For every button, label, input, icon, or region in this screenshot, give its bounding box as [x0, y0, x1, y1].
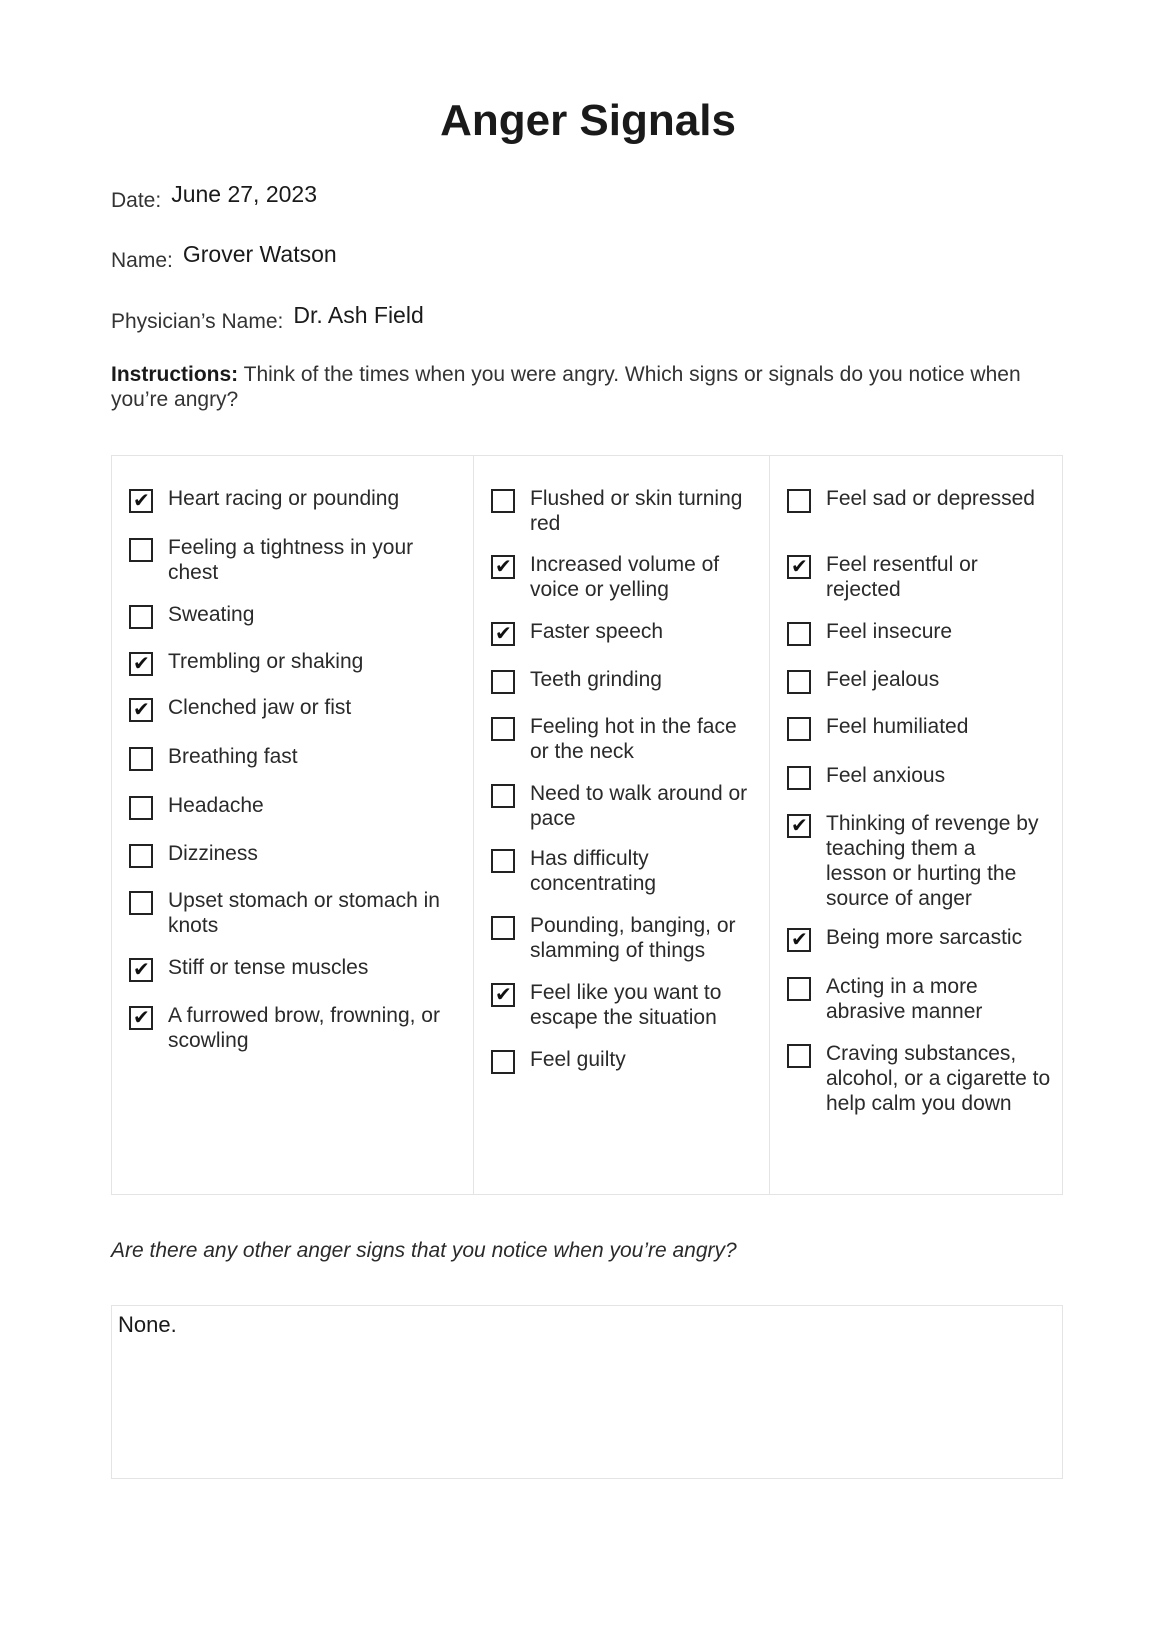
checklist-item-label: Feel insecure	[826, 620, 953, 643]
checklist-item-label: Increased volume of voice or yelling	[530, 553, 720, 601]
checklist-item-label: Stiff or tense muscles	[168, 956, 369, 979]
checkbox[interactable]	[787, 766, 811, 790]
checklist-item[interactable]	[491, 980, 760, 1030]
other-signs-answer-field[interactable]: None.	[111, 1305, 1063, 1479]
physician-label: Physician’s Name:	[111, 310, 284, 333]
checklist-item[interactable]	[787, 925, 1056, 952]
checkbox[interactable]	[129, 538, 153, 562]
checkbox[interactable]	[491, 555, 515, 579]
checklist-item-label: Trembling or shaking	[168, 650, 364, 673]
name-value[interactable]: Grover Watson	[182, 241, 337, 267]
checklist-item-label: Sweating	[168, 603, 255, 626]
checkbox[interactable]	[787, 717, 811, 741]
checklist-item-label: Craving substances, alcohol, or a cigarette to help calm you down	[826, 1042, 1051, 1115]
checklist-item[interactable]	[491, 552, 760, 602]
date-label: Date:	[111, 189, 162, 212]
checklist-item[interactable]	[129, 955, 458, 982]
checklist-item[interactable]	[491, 781, 760, 831]
checkbox[interactable]	[129, 844, 153, 868]
checkbox[interactable]	[491, 983, 515, 1007]
checkbox[interactable]	[787, 622, 811, 646]
instructions-label: Instructions:	[111, 363, 239, 386]
checklist-column-behavioral	[473, 456, 769, 1194]
checklist-item-label: Teeth grinding	[530, 668, 662, 691]
checklist-item[interactable]	[129, 535, 458, 585]
name-label: Name:	[111, 249, 173, 272]
date-field	[111, 181, 317, 213]
checkbox[interactable]	[129, 747, 153, 771]
checklist-item[interactable]	[787, 486, 1056, 513]
checklist-item-label: Need to walk around or pace	[530, 782, 748, 830]
instructions	[111, 362, 1061, 412]
checklist-item[interactable]	[491, 667, 760, 694]
checkbox[interactable]	[787, 489, 811, 513]
checkbox[interactable]	[129, 652, 153, 676]
checklist-item[interactable]	[491, 913, 760, 963]
checklist-item[interactable]	[491, 714, 760, 764]
checkbox[interactable]	[787, 814, 811, 838]
checklist-item[interactable]	[787, 811, 1041, 911]
checklist-item-label: Upset stomach or stomach in knots	[168, 889, 440, 937]
checkbox[interactable]	[129, 605, 153, 629]
checkbox[interactable]	[787, 555, 811, 579]
checklist-item-label: Being more sarcastic	[826, 926, 1023, 949]
checkbox[interactable]	[491, 916, 515, 940]
checklist-item[interactable]	[129, 888, 458, 938]
checklist-item-label: Feeling hot in the face or the neck	[530, 715, 737, 763]
checkbox[interactable]	[491, 784, 515, 808]
checklist-item[interactable]	[787, 714, 1056, 741]
checklist-item-label: Feel guilty	[530, 1048, 626, 1071]
checkbox[interactable]	[787, 1044, 811, 1068]
checklist-item[interactable]	[491, 619, 760, 646]
checkbox[interactable]	[787, 928, 811, 952]
name-field	[111, 241, 337, 273]
checkbox[interactable]	[129, 1006, 153, 1030]
checkbox[interactable]	[787, 670, 811, 694]
checkbox[interactable]	[491, 849, 515, 873]
checklist-item-label: Dizziness	[168, 842, 258, 865]
physician-field	[111, 302, 424, 334]
checklist-item[interactable]	[129, 1003, 458, 1053]
checklist-item-label: Has difficulty concentrating	[530, 847, 657, 895]
checklist-item[interactable]	[787, 1041, 1051, 1116]
other-signs-question: Are there any other anger signs that you notice when you’re angry?	[111, 1239, 737, 1262]
instructions-text: Think of the times when you were angry. Which signs or signals do you notice when you’re angry?	[111, 363, 1021, 411]
checklist-item-label: Pounding, banging, or slamming of things	[530, 914, 736, 962]
checklist-item[interactable]	[787, 974, 1026, 1024]
checkbox[interactable]	[129, 891, 153, 915]
checklist-column-physical	[112, 456, 473, 1194]
checklist-item-label: Heart racing or pounding	[168, 487, 400, 510]
checklist-item[interactable]	[787, 552, 1026, 602]
checkbox[interactable]	[129, 796, 153, 820]
checklist-item-label: Feel anxious	[826, 764, 946, 787]
page-title: Anger Signals	[440, 96, 736, 145]
checklist-item-label: Feel humiliated	[826, 715, 969, 738]
physician-value[interactable]: Dr. Ash Field	[293, 302, 424, 328]
signals-checklist	[111, 455, 1063, 1195]
checklist-item[interactable]	[129, 744, 458, 771]
checkbox[interactable]	[491, 1050, 515, 1074]
checklist-item-label: A furrowed brow, frowning, or scowling	[168, 1004, 440, 1052]
checklist-item[interactable]	[787, 667, 1056, 694]
checklist-item-label: Breathing fast	[168, 745, 298, 768]
checkbox[interactable]	[129, 958, 153, 982]
checklist-item-label: Thinking of revenge by teaching them a lesson or hurting the source of anger	[826, 812, 1039, 910]
checkbox[interactable]	[491, 670, 515, 694]
checklist-item[interactable]	[129, 486, 458, 513]
checklist-item-label: Acting in a more abrasive manner	[826, 975, 983, 1023]
checkbox[interactable]	[129, 489, 153, 513]
checklist-item-label: Headache	[168, 794, 264, 817]
checklist-item[interactable]	[129, 649, 458, 676]
checklist-item-label: Feel like you want to escape the situation	[530, 981, 722, 1029]
checkbox[interactable]	[787, 977, 811, 1001]
checkbox[interactable]	[129, 698, 153, 722]
checklist-item[interactable]	[787, 763, 1056, 790]
checklist-item-label: Feel resentful or rejected	[826, 553, 978, 601]
checklist-item-label: Faster speech	[530, 620, 664, 643]
date-value[interactable]: June 27, 2023	[171, 181, 317, 207]
checklist-item-label: Flushed or skin turning red	[530, 487, 743, 535]
checkbox[interactable]	[491, 622, 515, 646]
checkbox[interactable]	[491, 717, 515, 741]
checklist-item-label: Feeling a tightness in your chest	[168, 536, 414, 584]
checklist-item[interactable]	[491, 846, 760, 896]
checklist-item[interactable]	[129, 602, 458, 629]
checklist-column-emotional	[769, 456, 1062, 1194]
checklist-item-label: Clenched jaw or fist	[168, 696, 352, 719]
checkbox[interactable]	[491, 489, 515, 513]
checklist-item[interactable]	[787, 619, 1056, 646]
checklist-item[interactable]	[129, 841, 458, 868]
checklist-item[interactable]	[129, 793, 458, 820]
checklist-item[interactable]	[491, 1047, 760, 1074]
checklist-item-label: Feel jealous	[826, 668, 940, 691]
checklist-item[interactable]	[491, 486, 760, 536]
checklist-item[interactable]	[129, 695, 458, 722]
checklist-item-label: Feel sad or depressed	[826, 487, 1035, 510]
